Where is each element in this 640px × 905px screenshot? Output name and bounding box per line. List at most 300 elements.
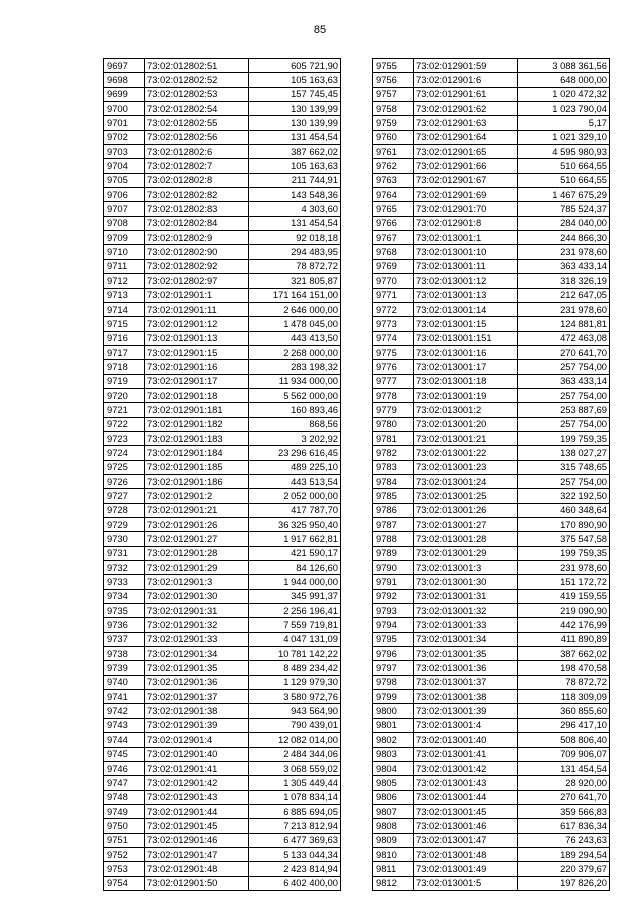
table-row	[373, 761, 610, 775]
cadastral-number-cell: 73:02:013001:22	[414, 446, 518, 460]
value-cell: 943 564,90	[249, 704, 341, 718]
cadastral-number-cell: 73:02:013001:39	[414, 704, 518, 718]
row-number-cell: 9804	[373, 761, 414, 775]
value-cell: 10 781 142,22	[249, 647, 341, 661]
table-row	[373, 532, 610, 546]
table-row	[373, 747, 610, 761]
cadastral-number-cell: 73:02:012802:82	[145, 188, 249, 202]
cadastral-number-cell: 73:02:012901:50	[145, 876, 249, 890]
value-cell: 138 027,27	[518, 446, 610, 460]
row-number-cell: 9780	[373, 417, 414, 431]
row-number-cell: 9755	[373, 59, 414, 73]
row-number-cell: 9783	[373, 460, 414, 474]
value-cell: 1 478 045,00	[249, 317, 341, 331]
registry-table-right	[372, 58, 610, 891]
value-cell: 5 562 000,00	[249, 388, 341, 402]
row-number-cell: 9726	[104, 474, 145, 488]
cadastral-number-cell: 73:02:013001:1	[414, 231, 518, 245]
table-row	[373, 417, 610, 431]
value-cell: 197 826,20	[518, 876, 610, 890]
cadastral-number-cell: 73:02:013001:5	[414, 876, 518, 890]
cadastral-number-cell: 73:02:012901:67	[414, 173, 518, 187]
row-number-cell: 9710	[104, 245, 145, 259]
value-cell: 4 047 131,09	[249, 632, 341, 646]
row-number-cell: 9797	[373, 661, 414, 675]
value-cell: 130 139,99	[249, 116, 341, 130]
value-cell: 648 000,00	[518, 73, 610, 87]
value-cell: 220 379,67	[518, 862, 610, 876]
table-row	[373, 589, 610, 603]
cadastral-number-cell: 73:02:013001:31	[414, 589, 518, 603]
cadastral-number-cell: 73:02:012901:62	[414, 102, 518, 116]
row-number-cell: 9732	[104, 561, 145, 575]
value-cell: 1 467 675,29	[518, 188, 610, 202]
value-cell: 489 225,10	[249, 460, 341, 474]
row-number-cell: 9772	[373, 302, 414, 316]
value-cell: 131 454,54	[249, 130, 341, 144]
value-cell: 510 664,55	[518, 159, 610, 173]
value-cell: 294 483,95	[249, 245, 341, 259]
cadastral-number-cell: 73:02:012901:59	[414, 59, 518, 73]
row-number-cell: 9728	[104, 503, 145, 517]
value-cell: 199 759,35	[518, 431, 610, 445]
table-row	[373, 302, 610, 316]
cadastral-number-cell: 73:02:012901:12	[145, 317, 249, 331]
cadastral-number-cell: 73:02:013001:42	[414, 761, 518, 775]
cadastral-number-cell: 73:02:013001:21	[414, 431, 518, 445]
value-cell: 617 836,34	[518, 819, 610, 833]
table-row	[104, 245, 341, 259]
row-number-cell: 9717	[104, 345, 145, 359]
table-row	[104, 876, 341, 890]
value-cell: 2 423 814,94	[249, 862, 341, 876]
value-cell: 1 305 449,44	[249, 776, 341, 790]
cadastral-number-cell: 73:02:013001:14	[414, 302, 518, 316]
table-row	[373, 188, 610, 202]
value-cell: 2 646 000,00	[249, 302, 341, 316]
table-row	[104, 259, 341, 273]
row-number-cell: 9786	[373, 503, 414, 517]
cadastral-number-cell: 73:02:012802:7	[145, 159, 249, 173]
value-cell: 199 759,35	[518, 546, 610, 560]
value-cell: 3 580 972,76	[249, 690, 341, 704]
cadastral-number-cell: 73:02:012901:11	[145, 302, 249, 316]
cadastral-number-cell: 73:02:013001:26	[414, 503, 518, 517]
row-number-cell: 9808	[373, 819, 414, 833]
value-cell: 212 647,05	[518, 288, 610, 302]
cadastral-number-cell: 73:02:013001:33	[414, 618, 518, 632]
value-cell: 130 139,99	[249, 102, 341, 116]
row-number-cell: 9806	[373, 790, 414, 804]
value-cell: 2 268 000,00	[249, 345, 341, 359]
cadastral-number-cell: 73:02:012802:84	[145, 216, 249, 230]
table-row	[373, 518, 610, 532]
row-number-cell: 9727	[104, 489, 145, 503]
cadastral-number-cell: 73:02:013001:43	[414, 776, 518, 790]
table-row	[104, 761, 341, 775]
cadastral-number-cell: 73:02:012901:181	[145, 403, 249, 417]
page-number: 85	[313, 24, 327, 36]
value-cell: 375 547,58	[518, 532, 610, 546]
row-number-cell: 9714	[104, 302, 145, 316]
row-number-cell: 9711	[104, 259, 145, 273]
row-number-cell: 9785	[373, 489, 414, 503]
value-cell: 2 256 196,41	[249, 604, 341, 618]
cadastral-number-cell: 73:02:012901:47	[145, 847, 249, 861]
row-number-cell: 9737	[104, 632, 145, 646]
table-row	[373, 446, 610, 460]
cadastral-number-cell: 73:02:012901:64	[414, 130, 518, 144]
table-row	[104, 718, 341, 732]
table-row	[373, 862, 610, 876]
table-row	[104, 216, 341, 230]
value-cell: 510 664,55	[518, 173, 610, 187]
value-cell: 270 641,70	[518, 790, 610, 804]
row-number-cell: 9812	[373, 876, 414, 890]
value-cell: 105 163,63	[249, 159, 341, 173]
row-number-cell: 9809	[373, 833, 414, 847]
row-number-cell: 9775	[373, 345, 414, 359]
table-row	[104, 847, 341, 861]
value-cell: 244 866,30	[518, 231, 610, 245]
table-row	[104, 202, 341, 216]
value-cell: 315 748,65	[518, 460, 610, 474]
cadastral-number-cell: 73:02:013001:48	[414, 847, 518, 861]
cadastral-number-cell: 73:02:013001:18	[414, 374, 518, 388]
value-cell: 131 454,54	[518, 761, 610, 775]
value-cell: 11 934 000,00	[249, 374, 341, 388]
row-number-cell: 9734	[104, 589, 145, 603]
row-number-cell: 9712	[104, 274, 145, 288]
value-cell: 417 787,70	[249, 503, 341, 517]
table-row	[104, 102, 341, 116]
cadastral-number-cell: 73:02:012802:56	[145, 130, 249, 144]
row-number-cell: 9751	[104, 833, 145, 847]
cadastral-number-cell: 73:02:012901:65	[414, 145, 518, 159]
value-cell: 76 243,63	[518, 833, 610, 847]
value-cell: 6 885 694,05	[249, 804, 341, 818]
row-number-cell: 9730	[104, 532, 145, 546]
value-cell: 6 402 400,00	[249, 876, 341, 890]
row-number-cell: 9716	[104, 331, 145, 345]
row-number-cell: 9768	[373, 245, 414, 259]
table-row	[104, 388, 341, 402]
row-number-cell: 9765	[373, 202, 414, 216]
table-row	[373, 604, 610, 618]
cadastral-number-cell: 73:02:013001:41	[414, 747, 518, 761]
row-number-cell: 9801	[373, 718, 414, 732]
value-cell: 7 559 719,81	[249, 618, 341, 632]
row-number-cell: 9720	[104, 388, 145, 402]
row-number-cell: 9704	[104, 159, 145, 173]
cadastral-number-cell: 73:02:013001:23	[414, 460, 518, 474]
table-row	[104, 776, 341, 790]
cadastral-number-cell: 73:02:013001:40	[414, 733, 518, 747]
value-cell: 131 454,54	[249, 216, 341, 230]
table-row	[373, 388, 610, 402]
table-row	[373, 87, 610, 101]
cadastral-number-cell: 73:02:012901:70	[414, 202, 518, 216]
table-row	[373, 833, 610, 847]
value-cell: 472 463,08	[518, 331, 610, 345]
table-row	[373, 718, 610, 732]
table-row	[373, 474, 610, 488]
cadastral-number-cell: 73:02:012901:45	[145, 819, 249, 833]
value-cell: 443 513,54	[249, 474, 341, 488]
row-number-cell: 9729	[104, 518, 145, 532]
value-cell: 231 978,60	[518, 302, 610, 316]
cadastral-number-cell: 73:02:012901:41	[145, 761, 249, 775]
cadastral-number-cell: 73:02:013001:17	[414, 360, 518, 374]
value-cell: 118 309,09	[518, 690, 610, 704]
row-number-cell: 9724	[104, 446, 145, 460]
table-row	[104, 632, 341, 646]
cadastral-number-cell: 73:02:012802:51	[145, 59, 249, 73]
row-number-cell: 9738	[104, 647, 145, 661]
table-row	[373, 661, 610, 675]
value-cell: 8 489 234,42	[249, 661, 341, 675]
table-row	[104, 575, 341, 589]
cadastral-number-cell: 73:02:012802:54	[145, 102, 249, 116]
table-row	[104, 302, 341, 316]
value-cell: 421 590,17	[249, 546, 341, 560]
row-number-cell: 9753	[104, 862, 145, 876]
value-cell: 78 872,72	[518, 675, 610, 689]
table-body	[373, 59, 610, 891]
table-row	[104, 503, 341, 517]
cadastral-number-cell: 73:02:013001:49	[414, 862, 518, 876]
table-row	[373, 561, 610, 575]
cadastral-number-cell: 73:02:013001:25	[414, 489, 518, 503]
value-cell: 231 978,60	[518, 245, 610, 259]
value-cell: 28 920,00	[518, 776, 610, 790]
row-number-cell: 9794	[373, 618, 414, 632]
row-number-cell: 9756	[373, 73, 414, 87]
value-cell: 231 978,60	[518, 561, 610, 575]
value-cell: 211 744,91	[249, 173, 341, 187]
value-cell: 460 348,64	[518, 503, 610, 517]
cadastral-number-cell: 73:02:012901:27	[145, 532, 249, 546]
value-cell: 359 566,83	[518, 804, 610, 818]
registry-table-left	[103, 58, 341, 891]
table-row	[104, 317, 341, 331]
row-number-cell: 9791	[373, 575, 414, 589]
row-number-cell: 9778	[373, 388, 414, 402]
value-cell: 868,56	[249, 417, 341, 431]
value-cell: 257 754,00	[518, 388, 610, 402]
cadastral-number-cell: 73:02:012901:26	[145, 518, 249, 532]
cadastral-number-cell: 73:02:012901:4	[145, 733, 249, 747]
value-cell: 2 052 000,00	[249, 489, 341, 503]
value-cell: 363 433,14	[518, 374, 610, 388]
table-row	[104, 345, 341, 359]
value-cell: 84 126,60	[249, 561, 341, 575]
cadastral-number-cell: 73:02:013001:34	[414, 632, 518, 646]
value-cell: 363 433,14	[518, 259, 610, 273]
cadastral-number-cell: 73:02:012901:28	[145, 546, 249, 560]
table-row	[373, 360, 610, 374]
value-cell: 360 855,60	[518, 704, 610, 718]
table-row	[373, 317, 610, 331]
cadastral-number-cell: 73:02:013001:151	[414, 331, 518, 345]
row-number-cell: 9707	[104, 202, 145, 216]
cadastral-number-cell: 73:02:013001:44	[414, 790, 518, 804]
value-cell: 1 129 979,30	[249, 675, 341, 689]
table-row	[373, 130, 610, 144]
value-cell: 442 176,99	[518, 618, 610, 632]
value-cell: 4 595 980,93	[518, 145, 610, 159]
value-cell: 1 917 662,81	[249, 532, 341, 546]
cadastral-number-cell: 73:02:012901:37	[145, 690, 249, 704]
table-row	[373, 575, 610, 589]
row-number-cell: 9718	[104, 360, 145, 374]
cadastral-number-cell: 73:02:013001:30	[414, 575, 518, 589]
row-number-cell: 9705	[104, 173, 145, 187]
table-row	[104, 331, 341, 345]
table-row	[104, 231, 341, 245]
table-row	[373, 690, 610, 704]
cadastral-number-cell: 73:02:013001:15	[414, 317, 518, 331]
table-row	[104, 274, 341, 288]
table-row	[104, 159, 341, 173]
cadastral-number-cell: 73:02:012802:8	[145, 173, 249, 187]
cadastral-number-cell: 73:02:012901:17	[145, 374, 249, 388]
table-row	[373, 431, 610, 445]
cadastral-number-cell: 73:02:012802:52	[145, 73, 249, 87]
table-row	[104, 360, 341, 374]
table-row	[373, 675, 610, 689]
row-number-cell: 9709	[104, 231, 145, 245]
row-number-cell: 9699	[104, 87, 145, 101]
table-row	[373, 231, 610, 245]
value-cell: 92 018,18	[249, 231, 341, 245]
row-number-cell: 9764	[373, 188, 414, 202]
cadastral-number-cell: 73:02:012901:16	[145, 360, 249, 374]
row-number-cell: 9773	[373, 317, 414, 331]
cadastral-number-cell: 73:02:012901:38	[145, 704, 249, 718]
cadastral-number-cell: 73:02:013001:46	[414, 819, 518, 833]
row-number-cell: 9800	[373, 704, 414, 718]
value-cell: 284 040,00	[518, 216, 610, 230]
cadastral-number-cell: 73:02:012901:2	[145, 489, 249, 503]
value-cell: 105 163,63	[249, 73, 341, 87]
cadastral-number-cell: 73:02:013001:11	[414, 259, 518, 273]
row-number-cell: 9788	[373, 532, 414, 546]
cadastral-number-cell: 73:02:012901:3	[145, 575, 249, 589]
table-row	[104, 188, 341, 202]
table-row	[373, 202, 610, 216]
table-row	[104, 417, 341, 431]
row-number-cell: 9769	[373, 259, 414, 273]
table-row	[373, 102, 610, 116]
cadastral-number-cell: 73:02:013001:19	[414, 388, 518, 402]
row-number-cell: 9721	[104, 403, 145, 417]
row-number-cell: 9803	[373, 747, 414, 761]
cadastral-number-cell: 73:02:012901:63	[414, 116, 518, 130]
value-cell: 283 198,32	[249, 360, 341, 374]
cadastral-number-cell: 73:02:012901:42	[145, 776, 249, 790]
table-row	[104, 532, 341, 546]
table-row	[104, 374, 341, 388]
table-row	[373, 173, 610, 187]
cadastral-number-cell: 73:02:012901:15	[145, 345, 249, 359]
table-row	[104, 690, 341, 704]
row-number-cell: 9766	[373, 216, 414, 230]
row-number-cell: 9754	[104, 876, 145, 890]
table-row	[373, 647, 610, 661]
table-row	[373, 73, 610, 87]
row-number-cell: 9733	[104, 575, 145, 589]
row-number-cell: 9739	[104, 661, 145, 675]
table-row	[373, 460, 610, 474]
value-cell: 2 484 344,06	[249, 747, 341, 761]
row-number-cell: 9744	[104, 733, 145, 747]
table-row	[373, 503, 610, 517]
value-cell: 36 325 950,40	[249, 518, 341, 532]
value-cell: 1 020 472,32	[518, 87, 610, 101]
cadastral-number-cell: 73:02:013001:38	[414, 690, 518, 704]
row-number-cell: 9742	[104, 704, 145, 718]
table-row	[373, 804, 610, 818]
value-cell: 78 872,72	[249, 259, 341, 273]
table-row	[104, 604, 341, 618]
row-number-cell: 9763	[373, 173, 414, 187]
row-number-cell: 9743	[104, 718, 145, 732]
table-row	[104, 804, 341, 818]
table-body	[104, 59, 341, 891]
table-row	[104, 675, 341, 689]
row-number-cell: 9770	[373, 274, 414, 288]
value-cell: 3 088 361,56	[518, 59, 610, 73]
cadastral-number-cell: 73:02:013001:27	[414, 518, 518, 532]
value-cell: 257 754,00	[518, 474, 610, 488]
row-number-cell: 9782	[373, 446, 414, 460]
table-row	[104, 130, 341, 144]
cadastral-number-cell: 73:02:013001:2	[414, 403, 518, 417]
table-row	[104, 733, 341, 747]
value-cell: 4 303,60	[249, 202, 341, 216]
table-row	[104, 446, 341, 460]
value-cell: 5 133 044,34	[249, 847, 341, 861]
cadastral-number-cell: 73:02:012802:55	[145, 116, 249, 130]
value-cell: 124 881,81	[518, 317, 610, 331]
row-number-cell: 9736	[104, 618, 145, 632]
value-cell: 257 754,00	[518, 360, 610, 374]
cadastral-number-cell: 73:02:013001:29	[414, 546, 518, 560]
cadastral-number-cell: 73:02:012901:35	[145, 661, 249, 675]
row-number-cell: 9713	[104, 288, 145, 302]
table-row	[373, 59, 610, 73]
value-cell: 1 944 000,00	[249, 575, 341, 589]
table-row	[373, 274, 610, 288]
row-number-cell: 9762	[373, 159, 414, 173]
value-cell: 143 548,36	[249, 188, 341, 202]
value-cell: 411 890,89	[518, 632, 610, 646]
table-row	[373, 216, 610, 230]
value-cell: 157 745,45	[249, 87, 341, 101]
cadastral-number-cell: 73:02:012802:92	[145, 259, 249, 273]
cadastral-number-cell: 73:02:013001:20	[414, 417, 518, 431]
table-row	[373, 546, 610, 560]
cadastral-number-cell: 73:02:013001:35	[414, 647, 518, 661]
table-row	[373, 790, 610, 804]
table-row	[104, 546, 341, 560]
row-number-cell: 9767	[373, 231, 414, 245]
cadastral-number-cell: 73:02:012802:90	[145, 245, 249, 259]
value-cell: 160 893,46	[249, 403, 341, 417]
value-cell: 785 524,37	[518, 202, 610, 216]
value-cell: 3 068 559,02	[249, 761, 341, 775]
